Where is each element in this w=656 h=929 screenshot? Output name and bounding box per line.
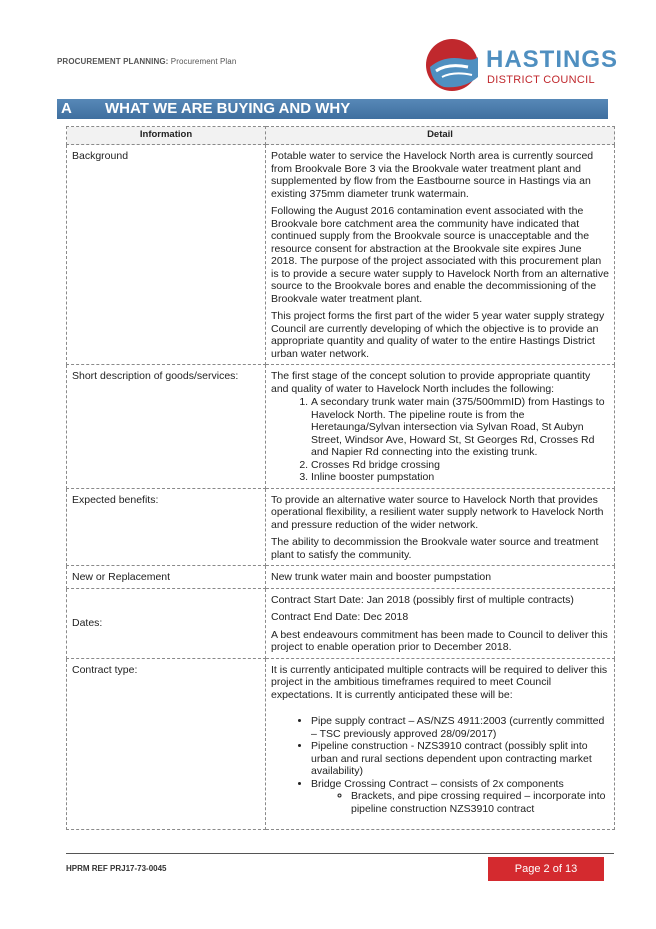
page-number: Page 2 of 13 <box>488 857 604 881</box>
detail-paragraph: Following the August 2016 contamination event associated with the Brookvale bore catchment area the community have indicated that continued supply from the Brookvale source is unacceptable and the resource consent for abstraction at the Brookvale site expires June 2018. The purpose of the project associated with this procurement plan is to provide a secure water supply to Havelock North from an alternative source to the Brookvale bores and enable the decommissioning of the Brookvale water treatment plant. <box>271 205 609 305</box>
section-title: WHAT WE ARE BUYING AND WHY <box>105 100 351 117</box>
row-label: New or Replacement <box>67 566 266 589</box>
detail-paragraph: It is currently anticipated multiple contracts will be required to deliver this project in the ambitious timeframes required to meet Council expectations. It is currently anticipated these will be: <box>271 663 608 701</box>
dates-note: A best endeavours commitment has been made to Council to deliver this project to enable operation prior to December 2018. <box>271 628 608 653</box>
list-item: • Pipe supply contract – AS/NZS 4911:2003 (currently committed – TSC previously approved 28/09/2017) <box>311 715 609 740</box>
detail-paragraph: Potable water to service the Havelock North area is currently sourced from Brookvale Bore 3 via the Brookvale water treatment plant and supplemented by flow from the Eastbourne source in Hastings via an existing 375mm diameter trunk watermain. <box>271 150 594 200</box>
row-detail <box>266 658 615 830</box>
section-letter: A <box>61 100 72 117</box>
footer-reference: HPRM REF PRJ17-73-0045 <box>66 864 167 873</box>
list-item: 1. A secondary trunk water main (375/500mmID) from Hastings to Havelock North. The pipeline route is from the Heretaunga/Sylvan intersection via Sylvan Road, St Aubyn Street, Windsor Ave, Howard St, St Georges Rd, Crosses Rd and Napier Rd connecting into the existing trunk. <box>311 396 609 459</box>
list-item: 2. Crosses Rd bridge crossing <box>311 459 609 472</box>
footer-divider <box>66 853 614 854</box>
table-header-row <box>67 127 615 145</box>
table-row-short-description <box>67 365 615 489</box>
table-row-expected-benefits <box>67 488 615 566</box>
row-detail <box>266 588 615 658</box>
logo-council: DISTRICT COUNCIL <box>487 74 595 86</box>
row-label: Short description of goods/services: <box>67 365 266 489</box>
list-item <box>311 778 609 816</box>
sub-bullet-list <box>311 790 609 815</box>
header-title: Procurement Plan <box>170 57 237 66</box>
detail-paragraph: To provide an alternative water source to Havelock North that provides operational flexibility, a resilient water supply network to Havelock North and pressure reduction of the wider network. <box>271 493 604 531</box>
header-detail: Detail <box>266 127 615 145</box>
row-detail <box>266 365 615 489</box>
row-detail <box>266 488 615 566</box>
table-row-background <box>67 145 615 365</box>
row-label: Dates: <box>67 588 266 658</box>
header-category: PROCUREMENT PLANNING: <box>57 57 169 66</box>
numbered-list <box>271 396 609 484</box>
procurement-table <box>66 126 615 830</box>
header-doc-title <box>57 57 236 66</box>
list-item-text: Bridge Crossing Contract – consists of 2x components <box>311 777 564 790</box>
row-label: Contract type: <box>67 658 266 830</box>
contract-start-date: Contract Start Date: Jan 2018 (possibly first of multiple contracts) <box>271 593 574 606</box>
logo-name: HASTINGS <box>486 46 619 73</box>
list-item: 3. Inline booster pumpstation <box>311 471 609 484</box>
contract-end-date: Contract End Date: Dec 2018 <box>271 611 409 623</box>
detail-paragraph: The first stage of the concept solution to provide appropriate quantity and quality of water to Havelock North includes the following: <box>271 370 591 395</box>
row-detail: New trunk water main and booster pumpstation <box>266 566 615 589</box>
section-heading <box>57 99 608 119</box>
hastings-emblem-icon <box>424 37 482 93</box>
spacer <box>271 701 609 713</box>
row-label: Expected benefits: <box>67 488 266 566</box>
row-label: Background <box>67 145 266 365</box>
sub-list-item: ◦ Brackets, and pipe crossing required – incorporate into pipeline construction NZS3910 contract <box>351 790 609 815</box>
bullet-list <box>271 715 609 815</box>
header-information: Information <box>67 127 266 145</box>
detail-paragraph: The ability to decommission the Brookvale water source and treatment plant to satisfy the community. <box>271 536 599 561</box>
detail-paragraph: This project forms the first part of the wider 5 year water supply strategy Council are currently developing of which the objective is to provide an appropriate quantity and quality of water to the entire Hastings District urban water network. <box>271 310 605 360</box>
council-logo <box>424 37 624 95</box>
table-row-new-or-replacement <box>67 566 615 589</box>
table-row-dates <box>67 588 615 658</box>
row-detail <box>266 145 615 365</box>
table-row-contract-type <box>67 658 615 830</box>
list-item: • Pipeline construction - NZS3910 contract (possibly split into urban and rural sections dependent upon contracting market availability) <box>311 740 609 778</box>
